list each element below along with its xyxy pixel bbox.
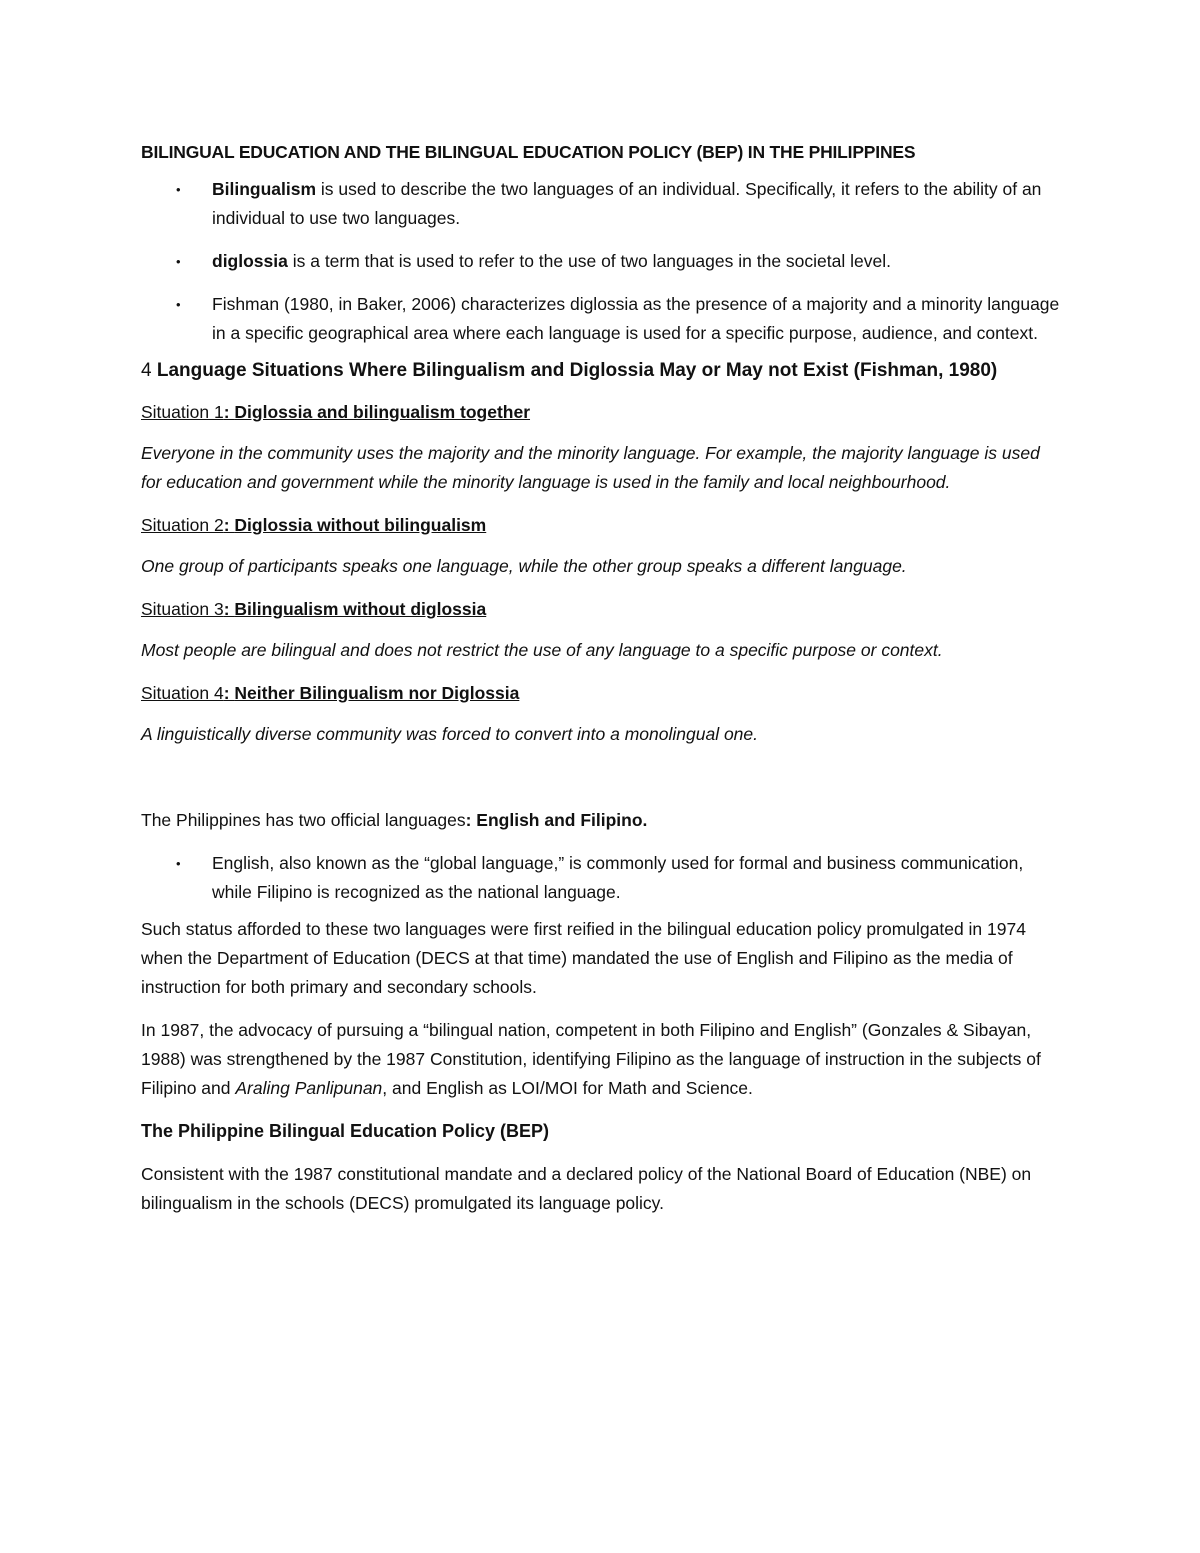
situation-1-heading: Situation 1: Diglossia and bilingualism together (141, 402, 531, 422)
situation-1-description: Everyone in the community uses the majority and the minority language. For example, the majority language is used for education and government while the minority language is used in the family and local neighbourhood. (141, 443, 1040, 492)
definitions-list (141, 175, 1061, 348)
official-languages-text: The Philippines has two official languages: English and Filipino. (141, 810, 648, 830)
bep-heading: The Philippine Bilingual Education Policy (BEP) (141, 1121, 550, 1141)
bullet-icon: • (176, 254, 181, 269)
definition-text: Fishman (1980, in Baker, 2006) characterizes diglossia as the presence of a majority and a minority language in a specific geographical area where each language is used for a specific purpose, audience, and context. (212, 294, 1060, 343)
situation-4-description: A linguistically diverse community was forced to convert into a monolingual one. (141, 724, 759, 744)
english-description: English, also known as the “global language,” is commonly used for formal and business communication, while Filipino is recognized as the national language. (212, 853, 1024, 902)
document-title: BILINGUAL EDUCATION AND THE BILINGUAL EDUCATION POLICY (BEP) IN THE PHILIPPINES (141, 142, 916, 162)
policy-1974-paragraph: Such status afforded to these two languages were first reified in the bilingual education policy promulgated in 1974 when the Department of Education (DECS at that time) mandated the use of English and Filipino as the media of instruction for both primary and secondary schools. (141, 919, 1026, 997)
list-item (176, 247, 1061, 276)
situation-3-description: Most people are bilingual and does not restrict the use of any language to a specific purpose or context. (141, 640, 943, 660)
term-bilingualism: Bilingualism (212, 179, 317, 199)
situation-2-heading: Situation 2: Diglossia without bilingualism (141, 515, 487, 535)
list-item (176, 175, 1061, 233)
bullet-icon: • (176, 856, 181, 871)
situation-2-description: One group of participants speaks one language, while the other group speaks a different language. (141, 556, 907, 576)
list-item (176, 290, 1061, 348)
situation-3-heading: Situation 3: Bilingualism without diglossia (141, 599, 487, 619)
bullet-icon: • (176, 297, 181, 312)
term-diglossia: diglossia (212, 251, 288, 271)
blank-line (141, 763, 1061, 806)
definition-text: is a term that is used to refer to the use of two languages in the societal level. (287, 251, 891, 271)
list-item (176, 849, 1061, 907)
situation-4-heading: Situation 4: Neither Bilingualism nor Diglossia (141, 683, 520, 703)
document-page (141, 138, 1061, 1232)
bep-paragraph: Consistent with the 1987 constitutional mandate and a declared policy of the National Board of Education (NBE) on bilingualism in the schools (DECS) promulgated its language policy. (141, 1164, 1032, 1213)
constitution-1987-paragraph: In 1987, the advocacy of pursuing a “bilingual nation, competent in both Filipino and English” (Gonzales & Sibayan, 1988) was strengthened by the 1987 Constitution, identifying Filipino as the language of instruction in the subjects of Filipino and Araling Panlipunan, and English as LOI/MOI for Math and Science. (141, 1020, 1041, 1098)
definition-text: is used to describe the two languages of an individual. Specifically, it refers to the ability of an individual to use two languages. (212, 179, 1042, 228)
bullet-icon: • (176, 182, 181, 197)
situations-heading: 4 Language Situations Where Bilingualism and Diglossia May or May not Exist (Fishman, 1980) (141, 360, 998, 381)
official-languages-list (141, 849, 1061, 907)
